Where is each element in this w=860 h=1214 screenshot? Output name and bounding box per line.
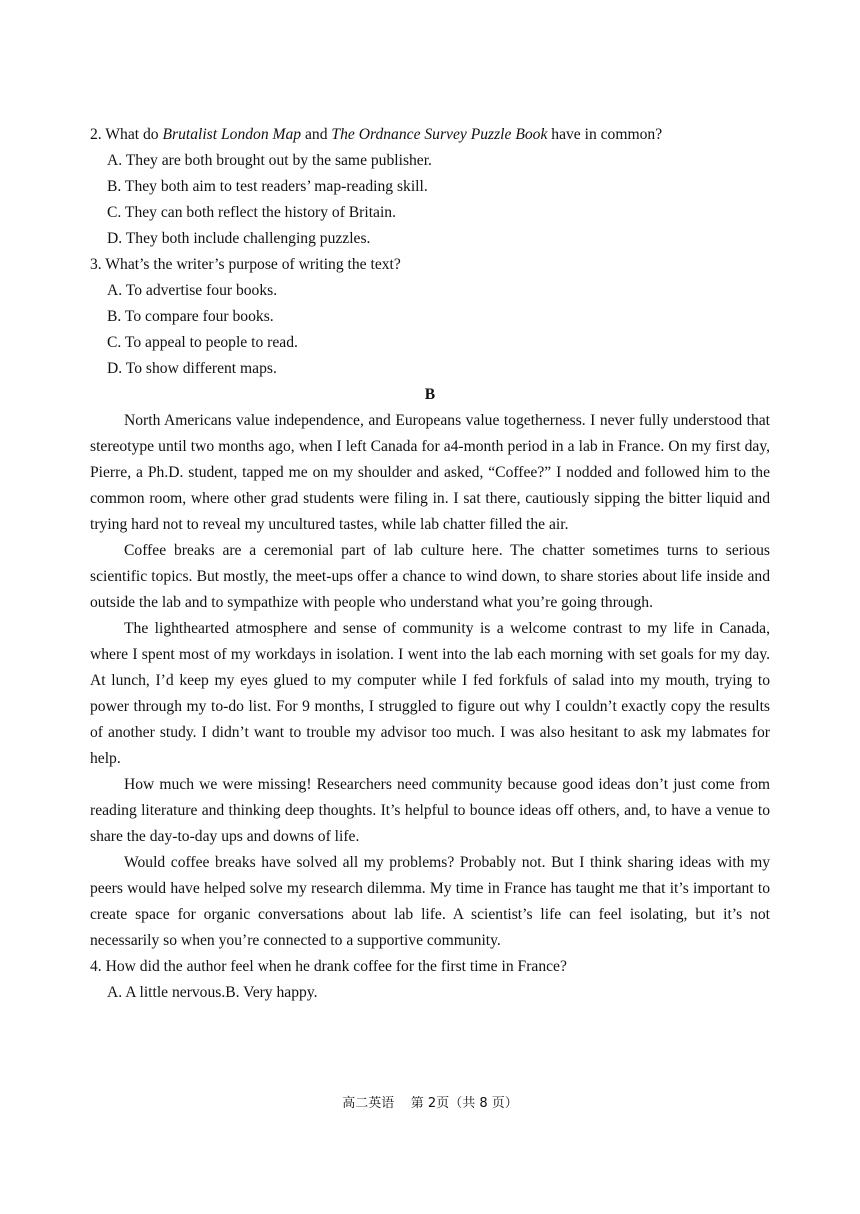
question-3-option-b: B. To compare four books. [107, 308, 274, 325]
question-2-stem-suffix: have in common? [547, 126, 663, 143]
page-content [90, 122, 770, 1006]
question-3-option-c: C. To appeal to people to read. [107, 334, 298, 351]
passage-paragraph: The lighthearted atmosphere and sense of community is a welcome contrast to my life in Canada, where I spent most of my workdays in isolation. I went into the lab each morning with set goals for my day. At lunch, I’d keep my eyes glued to my computer while I fed forkfuls of salad into my mouth, trying to power through my to-do list. For 9 months, I struggled to figure out why I couldn’t exactly copy the results of another study. I didn’t want to trouble my advisor too much. I was also hesitant to ask my labmates for help. [90, 620, 770, 767]
question-2-title-2: The Ordnance Survey Puzzle Book [331, 126, 548, 143]
page-footer [0, 1094, 860, 1114]
question-2-stem [90, 122, 770, 148]
question-3-option-d: D. To show different maps. [107, 360, 277, 377]
question-4-options: A. A little nervous.B. Very happy. [107, 984, 318, 1001]
question-2-option-d: D. They both include challenging puzzles. [107, 230, 371, 247]
question-3-option-a: A. To advertise four books. [107, 282, 278, 299]
passage-paragraph: Would coffee breaks have solved all my problems? Probably not. But I think sharing ideas with my peers would have helped solve my research dilemma. My time in France has taught me that it’s important to create space for organic conversations about lab life. A scientist’s life can feel isolating, but it’s not necessarily so when you’re connected to a supportive community. [90, 854, 770, 949]
question-2-stem-mid: and [301, 126, 332, 143]
footer-subject: 高二英语 [342, 1096, 395, 1111]
question-4-stem: 4. How did the author feel when he drank coffee for the first time in France? [90, 958, 567, 975]
passage-paragraph: How much we were missing! Researchers need community because good ideas don’t just come from reading literature and thinking deep thoughts. It’s helpful to bounce ideas off others, and, to have a venue to share the day-to-day ups and downs of life. [90, 776, 770, 845]
question-2-option-b: B. They both aim to test readers’ map-reading skill. [107, 178, 428, 195]
question-2-option-a: A. They are both brought out by the same publisher. [107, 152, 432, 169]
passage-b [90, 408, 770, 954]
passage-paragraph: North Americans value independence, and Europeans value togetherness. I never fully understood that stereotype until two months ago, when I left Canada for a4-month period in a lab in France. On my first day, Pierre, a Ph.D. student, tapped me on my shoulder and asked, “Coffee?” I nodded and followed him to the common room, where other grad students were filing in. I sat there, cautiously sipping the bitter liquid and trying hard not to reveal my uncultured tastes, while lab chatter filled the air. [90, 412, 770, 533]
question-2-title-1: Brutalist London Map [162, 126, 302, 143]
question-2-option-c: C. They can both reflect the history of Britain. [107, 204, 396, 221]
question-2-stem-prefix: 2. What do [90, 126, 163, 143]
passage-paragraph: Coffee breaks are a ceremonial part of lab culture here. The chatter sometimes turns to serious scientific topics. But mostly, the meet-ups offer a chance to wind down, to share stories about life inside and outside the lab and to sympathize with people who understand what you’re going through. [90, 542, 770, 611]
footer-page-info: 第 2页（共 8 页） [410, 1096, 518, 1111]
section-b-title: B [424, 386, 436, 403]
question-3-stem: 3. What’s the writer’s purpose of writing the text? [90, 256, 401, 273]
